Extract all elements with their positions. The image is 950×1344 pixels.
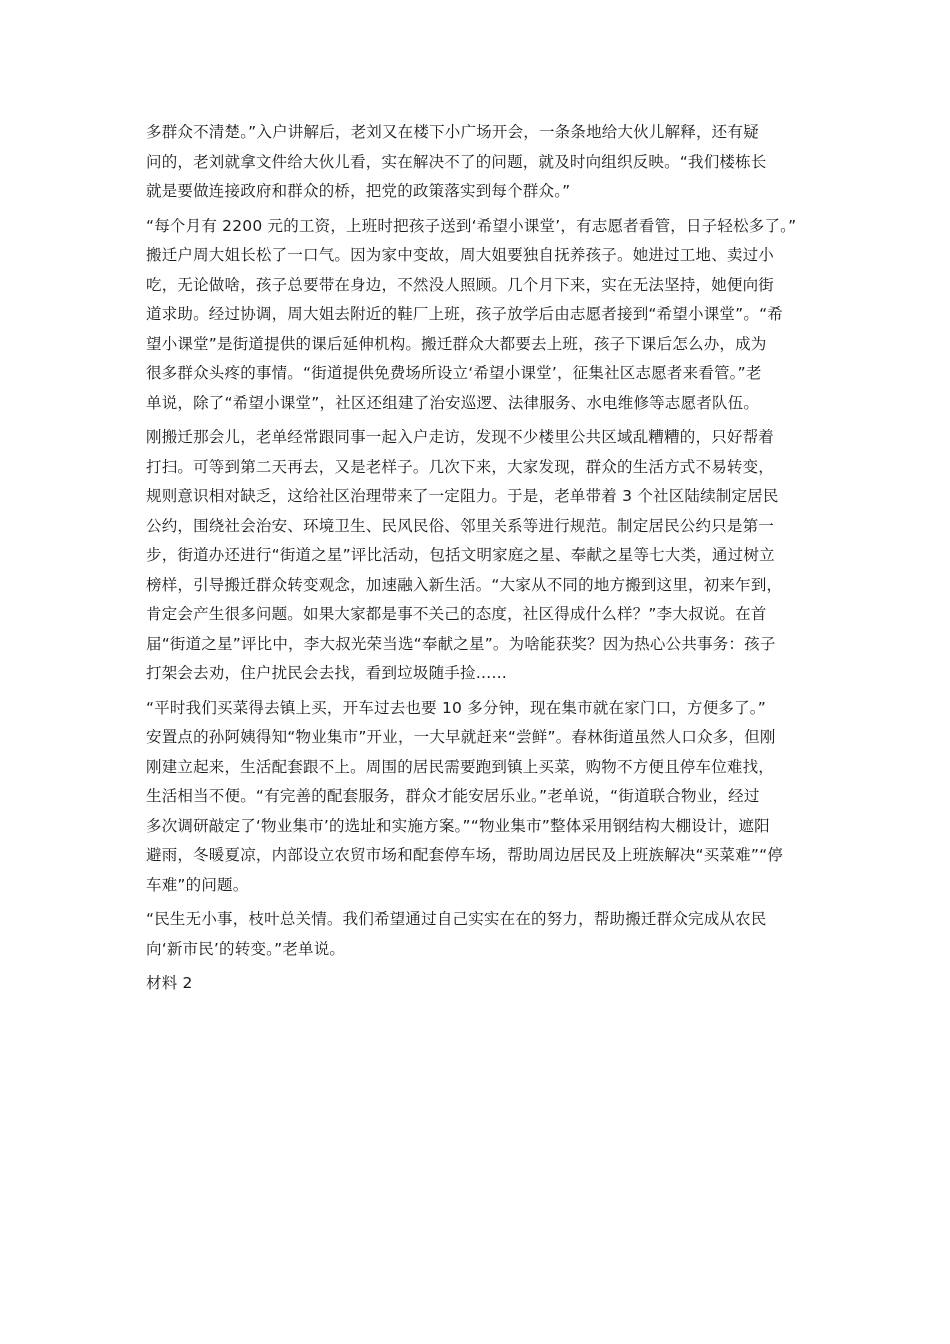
paragraph-1 — [146, 118, 866, 207]
text-line: 打架会去劝，住户扰民会去找，看到垃圾随手捡…… — [146, 664, 508, 682]
text-line: 榜样，引导搬迁群众转变观念，加速融入新生活。“大家从不同的地方搬到这里，初来乍到， — [146, 575, 783, 594]
document-body — [146, 118, 866, 1004]
text-line: 届“街道之星”评比中，李大叔光荣当选“奉献之星”。为啥能获奖？因为热心公共事务：孩子 — [146, 634, 776, 653]
text-line: 吃，无论做啥，孩子总要带在身边，不然没人照顾。几个月下来，实在无法坚持，她便向街 — [146, 275, 775, 294]
section-label-block — [146, 969, 866, 999]
text-line: 向‘新市民’的转变。”老单说。 — [146, 939, 346, 958]
text-line: 肯定会产生很多问题。如果大家都是事不关己的态度，社区得成什么样？”李大叔说。在首 — [146, 605, 767, 623]
text-line: 搬迁户周大姐长松了一口气。因为家中变故，周大姐要独自抚养孩子。她进过工地、卖过小 — [146, 246, 775, 264]
text-line: “每个月有 2200 元的工资，上班时把孩子送到‘希望小课堂’，有志愿者看管，日子轻松多了。” — [146, 216, 797, 235]
text-line: 很多群众头疼的事情。“街道提供免费场所设立‘希望小课堂’，征集社区志愿者来看管。”老 — [146, 364, 762, 382]
text-line: 就是要做连接政府和群众的桥，把党的政策落实到每个群众。” — [146, 182, 571, 200]
paragraph-2 — [146, 212, 866, 419]
paragraph-4 — [146, 694, 866, 901]
paragraph-5 — [146, 905, 866, 964]
text-line: 单说，除了“希望小课堂”，社区还组建了治安巡逻、法律服务、水电维修等志愿者队伍。 — [146, 393, 760, 412]
text-line: 多群众不清楚。”入户讲解后，老刘又在楼下小广场开会，一条条地给大伙儿解释，还有疑 — [146, 123, 759, 141]
text-line: 避雨，冬暖夏凉，内部设立农贸市场和配套停车场，帮助周边居民及上班族解决“买菜难”“停 — [146, 846, 783, 864]
text-line: 公约，围绕社会治安、环境卫生、民风民俗、邻里关系等进行规范。制定居民公约只是第一 — [146, 516, 775, 535]
text-line: 刚建立起来，生活配套跟不上。周围的居民需要跑到镇上买菜，购物不方便且停车位难找， — [146, 757, 775, 776]
text-line: 安置点的孙阿姨得知“物业集市”开业，一大早就赶来“尝鲜”。春林街道虽然人口众多，但刚 — [146, 728, 776, 746]
text-line: 步，街道办还进行“街道之星”评比活动，包括文明家庭之星、奉献之星等七大类，通过树立 — [146, 546, 775, 564]
paragraph-3 — [146, 423, 866, 689]
text-line: 车难”的问题。 — [146, 875, 249, 894]
text-line: 规则意识相对缺乏，这给社区治理带来了一定阻力。于是，老单带着 3 个社区陆续制定居民 — [146, 487, 779, 505]
text-line: 多次调研敲定了‘物业集市’的选址和实施方案。”“物业集市”整体采用钢结构大棚设计，遮阳 — [146, 816, 770, 835]
text-line: 问的，老刘就拿文件给大伙儿看，实在解决不了的问题，就及时向组织反映。“我们楼栋长 — [146, 152, 767, 171]
text-line: “平时我们买菜得去镇上买，开车过去也要 10 多分钟，现在集市就在家门口，方便多了。” — [146, 698, 766, 717]
text-line: “民生无小事，枝叶总关情。我们希望通过自己实实在在的努力，帮助搬迁群众完成从农民 — [146, 910, 767, 928]
text-line: 打扫。可等到第二天再去，又是老样子。几次下来，大家发现，群众的生活方式不易转变， — [146, 457, 775, 476]
text-line: 生活相当不便。“有完善的配套服务，群众才能安居乐业。”老单说，“街道联合物业，经过 — [146, 787, 760, 805]
text-line: 望小课堂”是街道提供的课后延伸机构。搬迁群众大都要去上班，孩子下课后怎么办，成为 — [146, 334, 767, 353]
text-line: 道求助。经过协调，周大姐去附近的鞋厂上班，孩子放学后由志愿者接到“希望小课堂”。“希 — [146, 305, 783, 323]
section-label: 材料 2 — [146, 974, 193, 992]
text-line: 刚搬迁那会儿，老单经常跟同事一起入户走访，发现不少楼里公共区域乱糟糟的，只好帮着 — [146, 428, 775, 446]
